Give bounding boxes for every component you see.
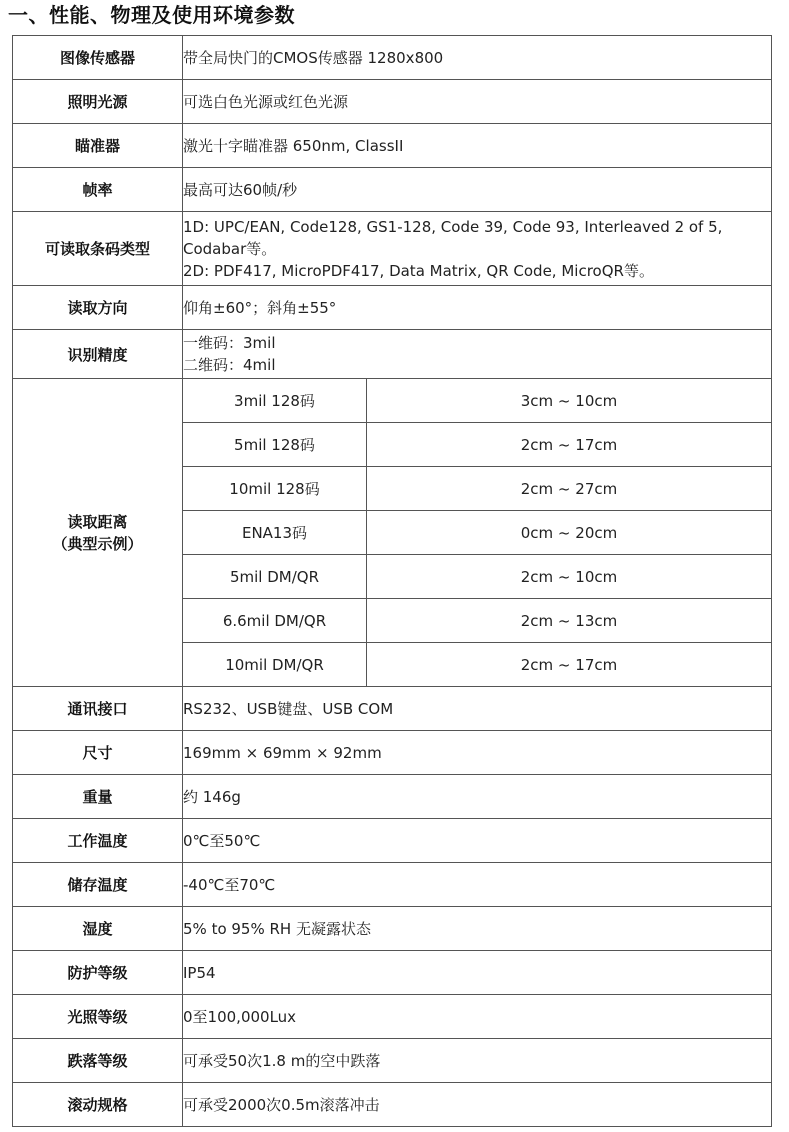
spec-row-sensor	[13, 36, 772, 80]
distance-item: 5mil DM/QR	[183, 555, 367, 599]
spec-row-drop	[13, 1039, 772, 1083]
spec-row-read-direction	[13, 286, 772, 330]
row-label: 工作温度	[13, 819, 183, 863]
spec-row-protection	[13, 951, 772, 995]
barcode-2d-line: 2D: PDF417, MicroPDF417, Data Matrix, QR Code, MicroQR等。	[183, 261, 654, 280]
precision-2d: 二维码：4mil	[183, 356, 276, 374]
row-label: 光照等级	[13, 995, 183, 1039]
row-value: 激光十字瞄准器 650nm, ClassII	[183, 124, 772, 168]
barcode-1d-line: 1D: UPC/EAN, Code128, GS1-128, Code 39, Code 93, Interleaved 2 of 5,	[183, 217, 723, 236]
distance-range: 2cm ~ 10cm	[367, 555, 772, 599]
row-value: RS232、USB键盘、USB COM	[183, 687, 772, 731]
distance-item: ENA13码	[183, 511, 367, 555]
distance-range: 2cm ~ 27cm	[367, 467, 772, 511]
row-label: 图像传感器	[13, 36, 183, 80]
spec-row-framerate	[13, 168, 772, 212]
spec-row-illumination	[13, 80, 772, 124]
row-value: 0至100,000Lux	[183, 995, 772, 1039]
distance-item: 6.6mil DM/QR	[183, 599, 367, 643]
row-value: 最高可达60帧/秒	[183, 168, 772, 212]
row-value: 可承受50次1.8 m的空中跌落	[183, 1039, 772, 1083]
row-label: 照明光源	[13, 80, 183, 124]
precision-1d: 一维码：3mil	[183, 334, 276, 352]
spec-row-storage-temp	[13, 863, 772, 907]
row-value: 169mm × 69mm × 92mm	[183, 731, 772, 775]
distance-range: 2cm ~ 17cm	[367, 643, 772, 687]
distance-range: 0cm ~ 20cm	[367, 511, 772, 555]
read-distance-label	[13, 379, 183, 687]
row-label: 重量	[13, 775, 183, 819]
row-label: 帧率	[13, 168, 183, 212]
spec-row-dimensions	[13, 731, 772, 775]
row-value	[183, 330, 772, 379]
distance-item: 10mil 128码	[183, 467, 367, 511]
distance-item: 10mil DM/QR	[183, 643, 367, 687]
row-value: 5% to 95% RH 无凝露状态	[183, 907, 772, 951]
distance-item: 5mil 128码	[183, 423, 367, 467]
spec-row-operating-temp	[13, 819, 772, 863]
distance-range: 3cm ~ 10cm	[367, 379, 772, 423]
row-value: -40℃至70℃	[183, 863, 772, 907]
distance-item: 3mil 128码	[183, 379, 367, 423]
row-label: 瞄准器	[13, 124, 183, 168]
spec-row-barcode-types	[13, 212, 772, 286]
row-value: 约 146g	[183, 775, 772, 819]
row-value	[183, 212, 772, 286]
row-label: 滚动规格	[13, 1083, 183, 1127]
barcode-1d-line-cont: Codabar等。	[183, 239, 277, 258]
row-value: 带全局快门的CMOS传感器 1280x800	[183, 36, 772, 80]
row-label: 识别精度	[13, 330, 183, 379]
row-label: 储存温度	[13, 863, 183, 907]
row-value: 仰角±60°；斜角±55°	[183, 286, 772, 330]
row-label: 跌落等级	[13, 1039, 183, 1083]
spec-row-precision	[13, 330, 772, 379]
page-title: 一、性能、物理及使用环境参数	[8, 3, 295, 27]
row-label: 通讯接口	[13, 687, 183, 731]
distance-row	[13, 379, 772, 423]
row-value: 可承受2000次0.5m滚落冲击	[183, 1083, 772, 1127]
spec-row-ambient-light	[13, 995, 772, 1039]
row-label: 湿度	[13, 907, 183, 951]
spec-row-tumble	[13, 1083, 772, 1127]
spec-row-aimer	[13, 124, 772, 168]
spec-row-interface	[13, 687, 772, 731]
row-label: 尺寸	[13, 731, 183, 775]
row-value: IP54	[183, 951, 772, 995]
spec-row-humidity	[13, 907, 772, 951]
row-value: 0℃至50℃	[183, 819, 772, 863]
spec-table	[12, 35, 772, 1127]
read-distance-label-line1: 读取距离	[67, 512, 128, 531]
distance-range: 2cm ~ 13cm	[367, 599, 772, 643]
row-value: 可选白色光源或红色光源	[183, 80, 772, 124]
spec-row-weight	[13, 775, 772, 819]
row-label: 读取方向	[13, 286, 183, 330]
row-label: 可读取条码类型	[13, 212, 183, 286]
distance-range: 2cm ~ 17cm	[367, 423, 772, 467]
read-distance-label-line2: （典型示例）	[52, 534, 143, 553]
row-label: 防护等级	[13, 951, 183, 995]
